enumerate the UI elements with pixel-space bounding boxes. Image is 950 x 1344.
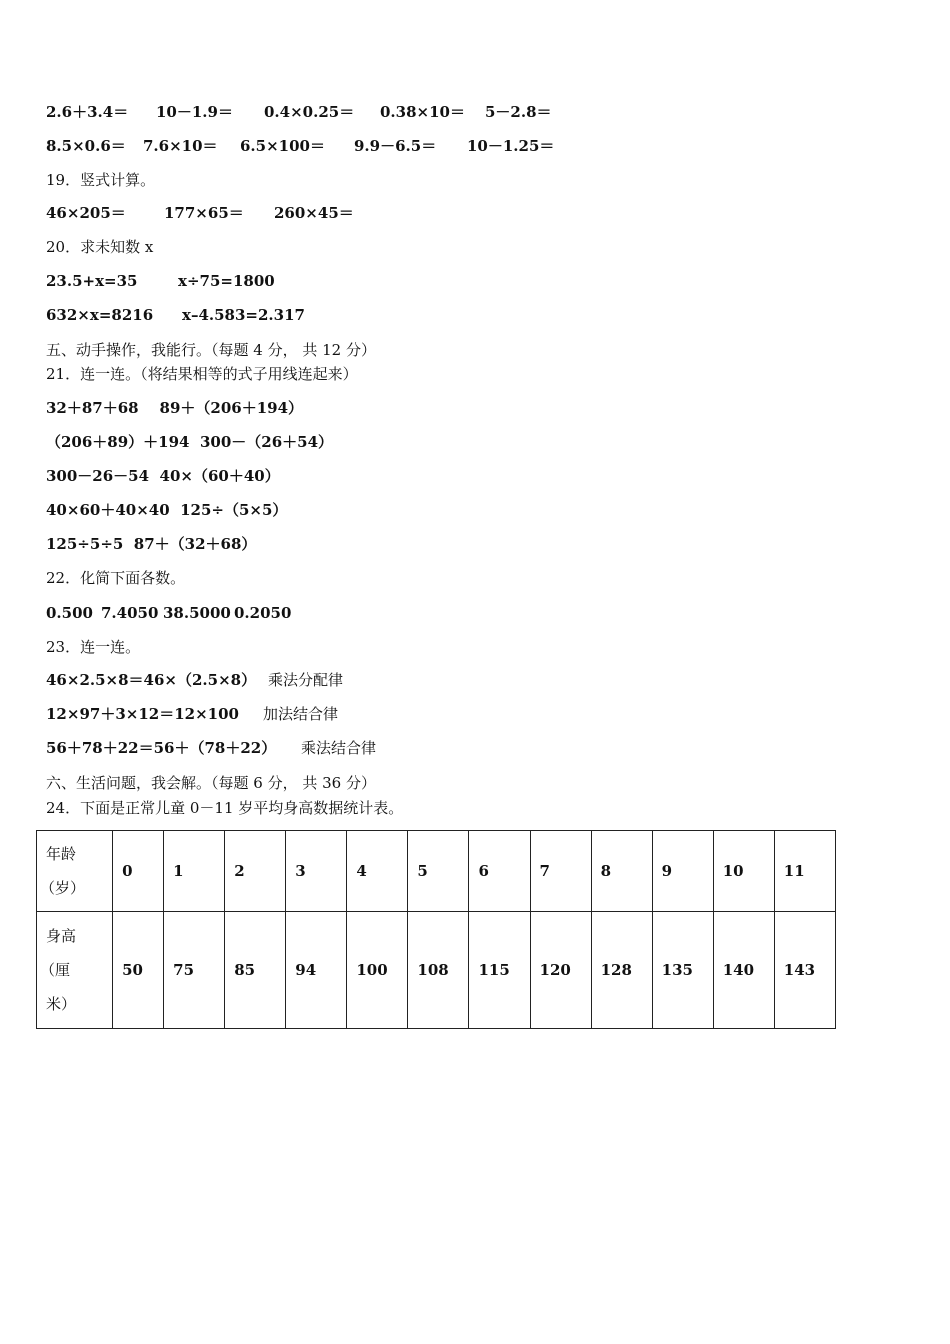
oral-calc-row-2 [46,136,554,156]
number: 7.4050 [101,604,159,622]
equation: 632×x=8216 [46,306,154,324]
law-label: 乘法结合律 [301,739,377,757]
age-cell: 1 [164,831,225,912]
equation: 46×2.5×8＝46×（2.5×8） [46,671,257,689]
height-cell: 85 [225,912,286,1029]
height-header-line: （厘 [40,961,71,979]
expr: 0.38×10＝ [380,103,465,121]
expr-right: 300－（26＋54） [199,433,334,451]
age-cell: 2 [225,831,286,912]
expr: 260×45＝ [274,204,354,222]
height-cell: 120 [530,912,591,1029]
height-cell: 108 [408,912,469,1029]
q20-row-2 [46,305,305,325]
height-header-line: 身高 [46,927,77,945]
expr-left: 125÷5÷5 [46,535,124,553]
oral-calc-row-1 [46,102,552,122]
q22-title: 22．化简下面各数。 [46,569,186,587]
height-cell: 143 [774,912,835,1029]
q19-title: 19．竖式计算。 [46,171,156,189]
section-6-title: 六、生活问题，我会解。（每题 6 分， 共 36 分） [46,774,376,792]
expr: 6.5×100＝ [240,137,325,155]
law-label: 乘法分配律 [268,671,344,689]
q23-row-2 [46,704,338,724]
height-cell: 115 [469,912,530,1029]
equation: 56＋78＋22＝56＋（78＋22） [46,739,277,757]
q23-row-1 [46,670,343,690]
height-cell: 140 [713,912,774,1029]
q22-items [46,603,291,623]
expr: 9.9－6.5＝ [354,137,437,155]
age-cell: 11 [774,831,835,912]
height-table [36,830,836,1029]
q23-row-3 [46,738,376,758]
height-cell: 100 [347,912,408,1029]
q23-title: 23．连一连。 [46,638,141,656]
expr-right: 40×（60＋40） [159,467,280,485]
q21-row-1 [46,398,303,418]
equation: x÷75=1800 [178,272,275,290]
age-cell: 0 [113,831,164,912]
law-label: 加法结合律 [263,705,339,723]
q20-row-1 [46,271,275,291]
expr-left: 300－26－54 [46,467,150,485]
section-5-title: 五、动手操作，我能行。（每题 4 分， 共 12 分） [46,341,376,359]
expr: 46×205＝ [46,204,126,222]
expr: 10－1.25＝ [467,137,555,155]
age-cell: 5 [408,831,469,912]
height-cell: 94 [286,912,347,1029]
q24-title: 24．下面是正常儿童 0－11 岁平均身高数据统计表。 [46,799,404,817]
age-header-line: 年龄 [46,845,77,863]
expr-left: （206＋89）＋194 [46,433,190,451]
age-cell: 10 [713,831,774,912]
height-cell: 75 [164,912,225,1029]
height-cell: 135 [652,912,713,1029]
q20-title: 20．求未知数 x [46,238,154,256]
q21-row-3 [46,466,280,486]
expr-right: 89＋（206＋194） [159,399,304,417]
number: 0.500 [46,604,93,622]
height-header-line: 米） [46,995,77,1013]
expr-right: 87＋（32＋68） [133,535,257,553]
expr: 177×65＝ [164,204,244,222]
height-header [37,912,113,1029]
expr-left: 40×60＋40×40 [46,501,170,519]
age-cell: 3 [286,831,347,912]
expr-left: 32＋87＋68 [46,399,139,417]
height-cell: 128 [591,912,652,1029]
expr-right: 125÷（5×5） [180,501,288,519]
age-row [37,831,836,912]
number: 0.2050 [234,604,292,622]
expr: 10－1.9＝ [156,103,233,121]
q21-row-5 [46,534,256,554]
equation: x–4.583=2.317 [182,306,305,324]
age-cell: 7 [530,831,591,912]
expr: 8.5×0.6＝ [46,137,126,155]
equation: 12×97＋3×12＝12×100 [46,705,239,723]
age-cell: 4 [347,831,408,912]
age-cell: 6 [469,831,530,912]
q21-row-2 [46,432,333,452]
expr: 2.6＋3.4＝ [46,103,129,121]
age-header [37,831,113,912]
age-cell: 9 [652,831,713,912]
age-header-line: （岁） [40,879,86,897]
equation: 23.5+x=35 [46,272,138,290]
expr: 5－2.8＝ [485,103,552,121]
number: 38.5000 [163,604,231,622]
expr: 7.6×10＝ [143,137,218,155]
age-cell: 8 [591,831,652,912]
q21-row-4 [46,500,287,520]
expr: 0.4×0.25＝ [264,103,355,121]
q21-title: 21．连一连。（将结果相等的式子用线连起来） [46,365,358,383]
height-cell: 50 [113,912,164,1029]
height-row [37,912,836,1029]
q19-items [46,203,354,223]
